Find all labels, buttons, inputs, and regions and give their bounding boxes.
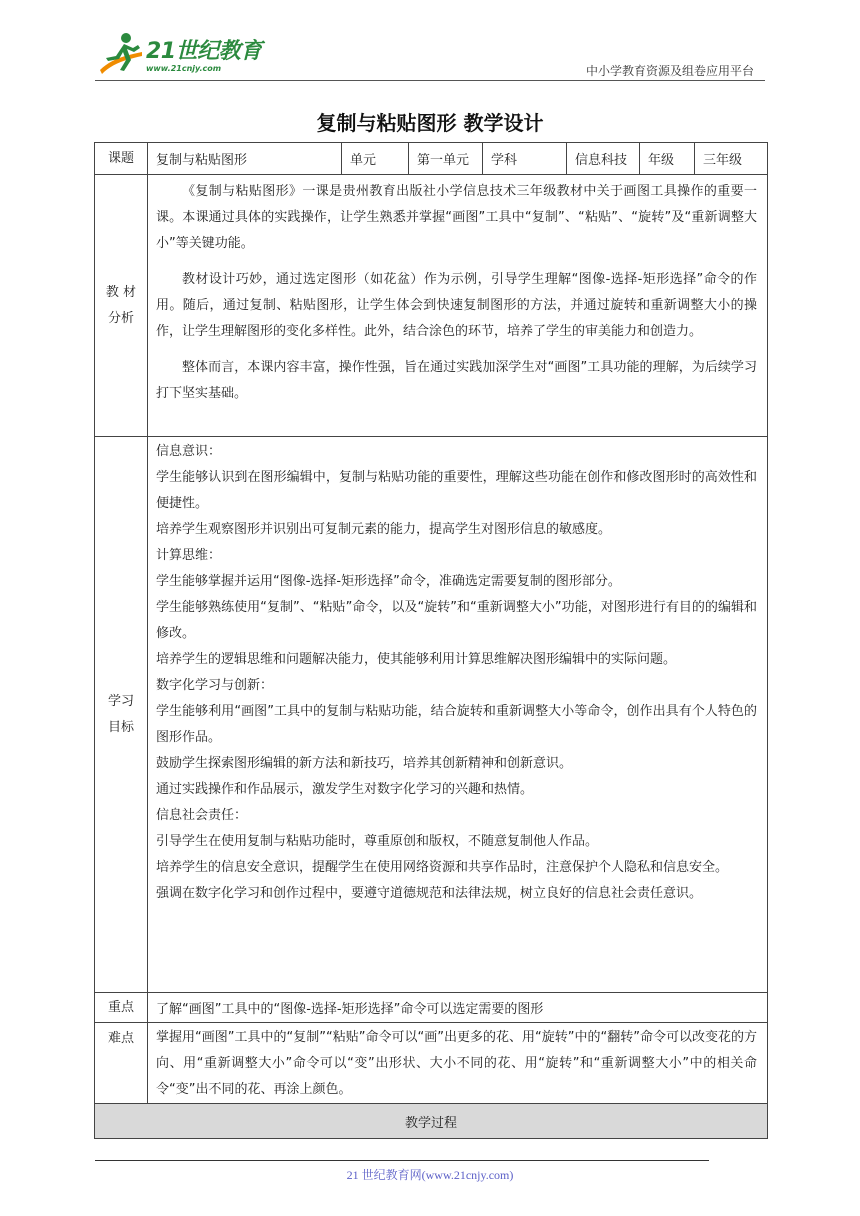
key-point-label: 重点 (95, 993, 148, 1023)
document-title: 复制与粘贴图形 教学设计 (316, 111, 544, 135)
site-logo[interactable] (96, 30, 266, 78)
objective-heading: 信息意识： (156, 444, 222, 459)
logo-url: www.21cnjy.com (146, 64, 222, 73)
grade-key: 年级 (640, 143, 695, 175)
objective-item: 学生能够认识到在图形编辑中，复制与粘贴功能的重要性，理解这些功能在创作和修改图形时的高效性和便捷性。 (156, 470, 757, 511)
analysis-label-text: 教 材 分析 (105, 284, 137, 326)
difficulty-row (95, 1023, 768, 1104)
course-key: 课题 (95, 143, 148, 175)
grade-value: 三年级 (695, 143, 768, 175)
objectives-label (95, 437, 148, 993)
objective-item: 培养学生观察图形并识别出可复制元素的能力，提高学生对图形信息的敏感度。 (156, 522, 612, 537)
objective-heading: 计算思维： (156, 548, 222, 563)
objective-item: 学生能够掌握并运用“图像-选择-矩形选择”命令，准确选定需要复制的图形部分。 (156, 574, 621, 589)
analysis-label (95, 175, 148, 437)
objective-item: 鼓励学生探索图形编辑的新方法和新技巧，培养其创新精神和创新意识。 (156, 756, 573, 771)
difficulty-text: 掌握用“画图”工具中的“复制”“粘贴”命令可以“画”出更多的花、用“旋转”中的“翻转”命令可以改变花的方向、用“重新调整大小”命令可以“变”出形状、大小不同的花、用“旋转”和“重新调整大小”中的相关命令“变”出不同的花、再涂上颜色。 (148, 1023, 768, 1104)
subject-key: 学科 (483, 143, 567, 175)
analysis-paragraph: 《复制与粘贴图形》一课是贵州教育出版社小学信息技术三年级教材中关于画图工具操作的重要一课。本课通过具体的实践操作，让学生熟悉并掌握“画图”工具中“复制”、“粘贴”、“旋转”及“重新调整大小”等关键功能。 (156, 184, 757, 251)
analysis-paragraph: 整体而言，本课内容丰富，操作性强，旨在通过实践加深学生对“画图”工具功能的理解，为后续学习打下坚实基础。 (156, 360, 757, 401)
runner-logo-icon (96, 30, 146, 78)
objectives-row (95, 437, 768, 993)
process-header: 教学过程 (95, 1104, 768, 1139)
difficulty-label: 难点 (95, 1023, 148, 1104)
process-header-row (95, 1104, 768, 1139)
analysis-row (95, 175, 768, 437)
objective-heading: 数字化学习与创新： (156, 678, 274, 693)
analysis-paragraph: 教材设计巧妙，通过选定图形（如花盆）作为示例，引导学生理解“图像-选择-矩形选择”命令的作用。随后，通过复制、粘贴图形，让学生体会到快速复制图形的方法，并通过旋转和重新调整大小的操作，让学生理解图形的变化多样性。此外，结合涂色的环节，培养了学生的审美能力和创造力。 (156, 272, 757, 339)
unit-key: 单元 (342, 143, 409, 175)
objective-item: 强调在数字化学习和创作过程中，要遵守道德规范和法律法规，树立良好的信息社会责任意识。 (156, 886, 703, 901)
objective-item: 引导学生在使用复制与粘贴功能时，尊重原创和版权，不随意复制他人作品。 (156, 834, 599, 849)
objective-item: 通过实践操作和作品展示，激发学生对数字化学习的兴趣和热情。 (156, 782, 534, 797)
subject-value: 信息科技 (567, 143, 640, 175)
course-value: 复制与粘贴图形 (148, 143, 342, 175)
footer-link[interactable]: 21 世纪教育网(www.21cnjy.com) (346, 1168, 514, 1182)
objective-item: 培养学生的逻辑思维和问题解决能力，使其能够利用计算思维解决图形编辑中的实际问题。 (156, 652, 677, 667)
logo-brand: 21世纪教育 (146, 39, 262, 64)
objectives-content (148, 437, 768, 993)
objective-item: 培养学生的信息安全意识，提醒学生在使用网络资源和共享作品时，注意保护个人隐私和信息安全。 (156, 860, 729, 875)
page-header (0, 0, 860, 90)
objective-item: 学生能够利用“画图”工具中的复制与粘贴功能，结合旋转和重新调整大小等命令，创作出具有个人特色的图形作品。 (156, 704, 757, 745)
objectives-label-text: 学习 目标 (107, 693, 134, 735)
platform-name: 中小学教育资源及组卷应用平台 (585, 64, 754, 78)
key-point-text: 了解“画图”工具中的“图像-选择-矩形选择”命令可以选定需要的图形 (148, 993, 768, 1023)
info-row (95, 143, 768, 175)
footer-divider (95, 1160, 709, 1161)
key-point-row (95, 993, 768, 1023)
objective-heading: 信息社会责任： (156, 808, 248, 823)
analysis-content (148, 175, 768, 437)
unit-value: 第一单元 (409, 143, 483, 175)
header-divider (95, 80, 765, 81)
objective-item: 学生能够熟练使用“复制”、“粘贴”命令，以及“旋转”和“重新调整大小”功能，对图形进行有目的的编辑和修改。 (156, 600, 757, 641)
lesson-plan-table (94, 142, 768, 1139)
